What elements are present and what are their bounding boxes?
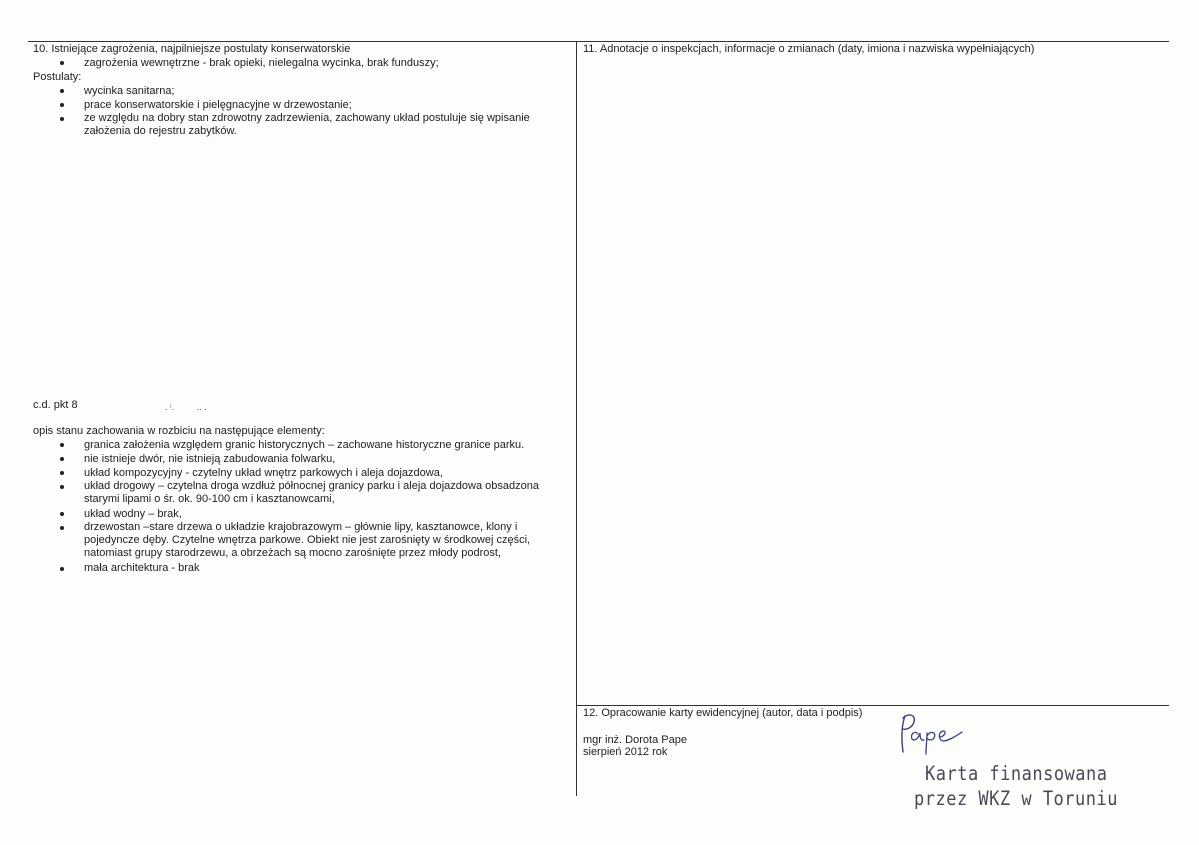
bullet-icon — [60, 89, 64, 93]
element-item: układ kompozycyjny - czytelny układ wnętrz parkowych i aleja dojazdowa, — [84, 467, 443, 479]
postulat-item-continued: założenia do rejestru zabytków. — [84, 125, 237, 137]
bullet-icon — [60, 485, 64, 489]
funding-stamp-line-2: przez WKZ w Toruniu — [914, 787, 1118, 811]
bullet-icon — [60, 103, 64, 107]
element-item: nie istnieje dwór, nie istnieją zabudowania folwarku, — [84, 453, 336, 465]
threat-item: zagrożenia wewnętrzne - brak opieki, nielegalna wycinka, brak funduszy; — [84, 57, 439, 69]
bullet-icon — [60, 567, 64, 571]
bullet-icon — [60, 471, 64, 475]
postulat-item: wycinka sanitarna; — [84, 85, 175, 97]
signature-image — [896, 710, 968, 756]
column-divider — [576, 41, 577, 796]
funding-stamp-line-1: Karta finansowana — [925, 762, 1108, 786]
element-item-continued: starymi lipami o śr. ok. 90-100 cm i kasztanowcami, — [84, 493, 335, 505]
bullet-icon — [60, 457, 64, 461]
element-item: drzewostan –stare drzewa o układzie krajobrazowym – głównie lipy, kasztanowce, klony i — [84, 521, 518, 533]
scan-specks: . ⁱ. .. . — [165, 402, 207, 412]
bullet-icon — [60, 61, 64, 65]
postulat-item: ze względu na dobry stan zdrowotny zadrzewienia, zachowany układ postuluje się wpisanie — [84, 112, 530, 124]
bullet-icon — [60, 526, 64, 530]
opis-heading: opis stanu zachowania w rozbiciu na następujące elementy: — [33, 425, 325, 437]
bullet-icon — [60, 443, 64, 447]
postulat-item: prace konserwatorskie i pielęgnacyjne w drzewostanie; — [84, 99, 352, 111]
author-name: mgr inż. Dorota Pape — [583, 734, 687, 746]
section-11-title: 11. Adnotacje o inspekcjach, informacje o zmianach (daty, imiona i nazwiska wypełniających) — [583, 43, 1035, 55]
author-date: sierpień 2012 rok — [583, 746, 668, 758]
postulaty-label: Postulaty: — [33, 71, 82, 83]
bullet-icon — [60, 512, 64, 516]
element-item-continued: natomiast grupy starodrzewu, a obrzeżach są mocno zarośnięte przez młody podrost, — [84, 547, 501, 559]
bullet-icon — [60, 117, 64, 121]
element-item: układ wodny – brak, — [84, 508, 182, 520]
element-item: mała architektura - brak — [84, 562, 200, 574]
section-12-title: 12. Opracowanie karty ewidencyjnej (autor, data i podpis) — [583, 707, 863, 719]
top-border-line — [28, 41, 1169, 42]
element-item-continued: pojedyncze dęby. Czytelne wnętrza parkowe. Obiekt nie jest zarośnięty w środkowej części, — [84, 534, 531, 546]
element-item: granica założenia względem granic historycznych – zachowane historyczne granice parku. — [84, 439, 525, 451]
section-10-title: 10. Istniejące zagrożenia, najpilniejsze postulaty konserwatorskie — [33, 43, 351, 55]
section-12-divider — [576, 705, 1169, 706]
element-item: układ drogowy – czytelna droga wzdłuż północnej granicy parku i aleja dojazdowa obsadzona — [84, 480, 539, 492]
continuation-label: c.d. pkt 8 — [33, 399, 78, 411]
